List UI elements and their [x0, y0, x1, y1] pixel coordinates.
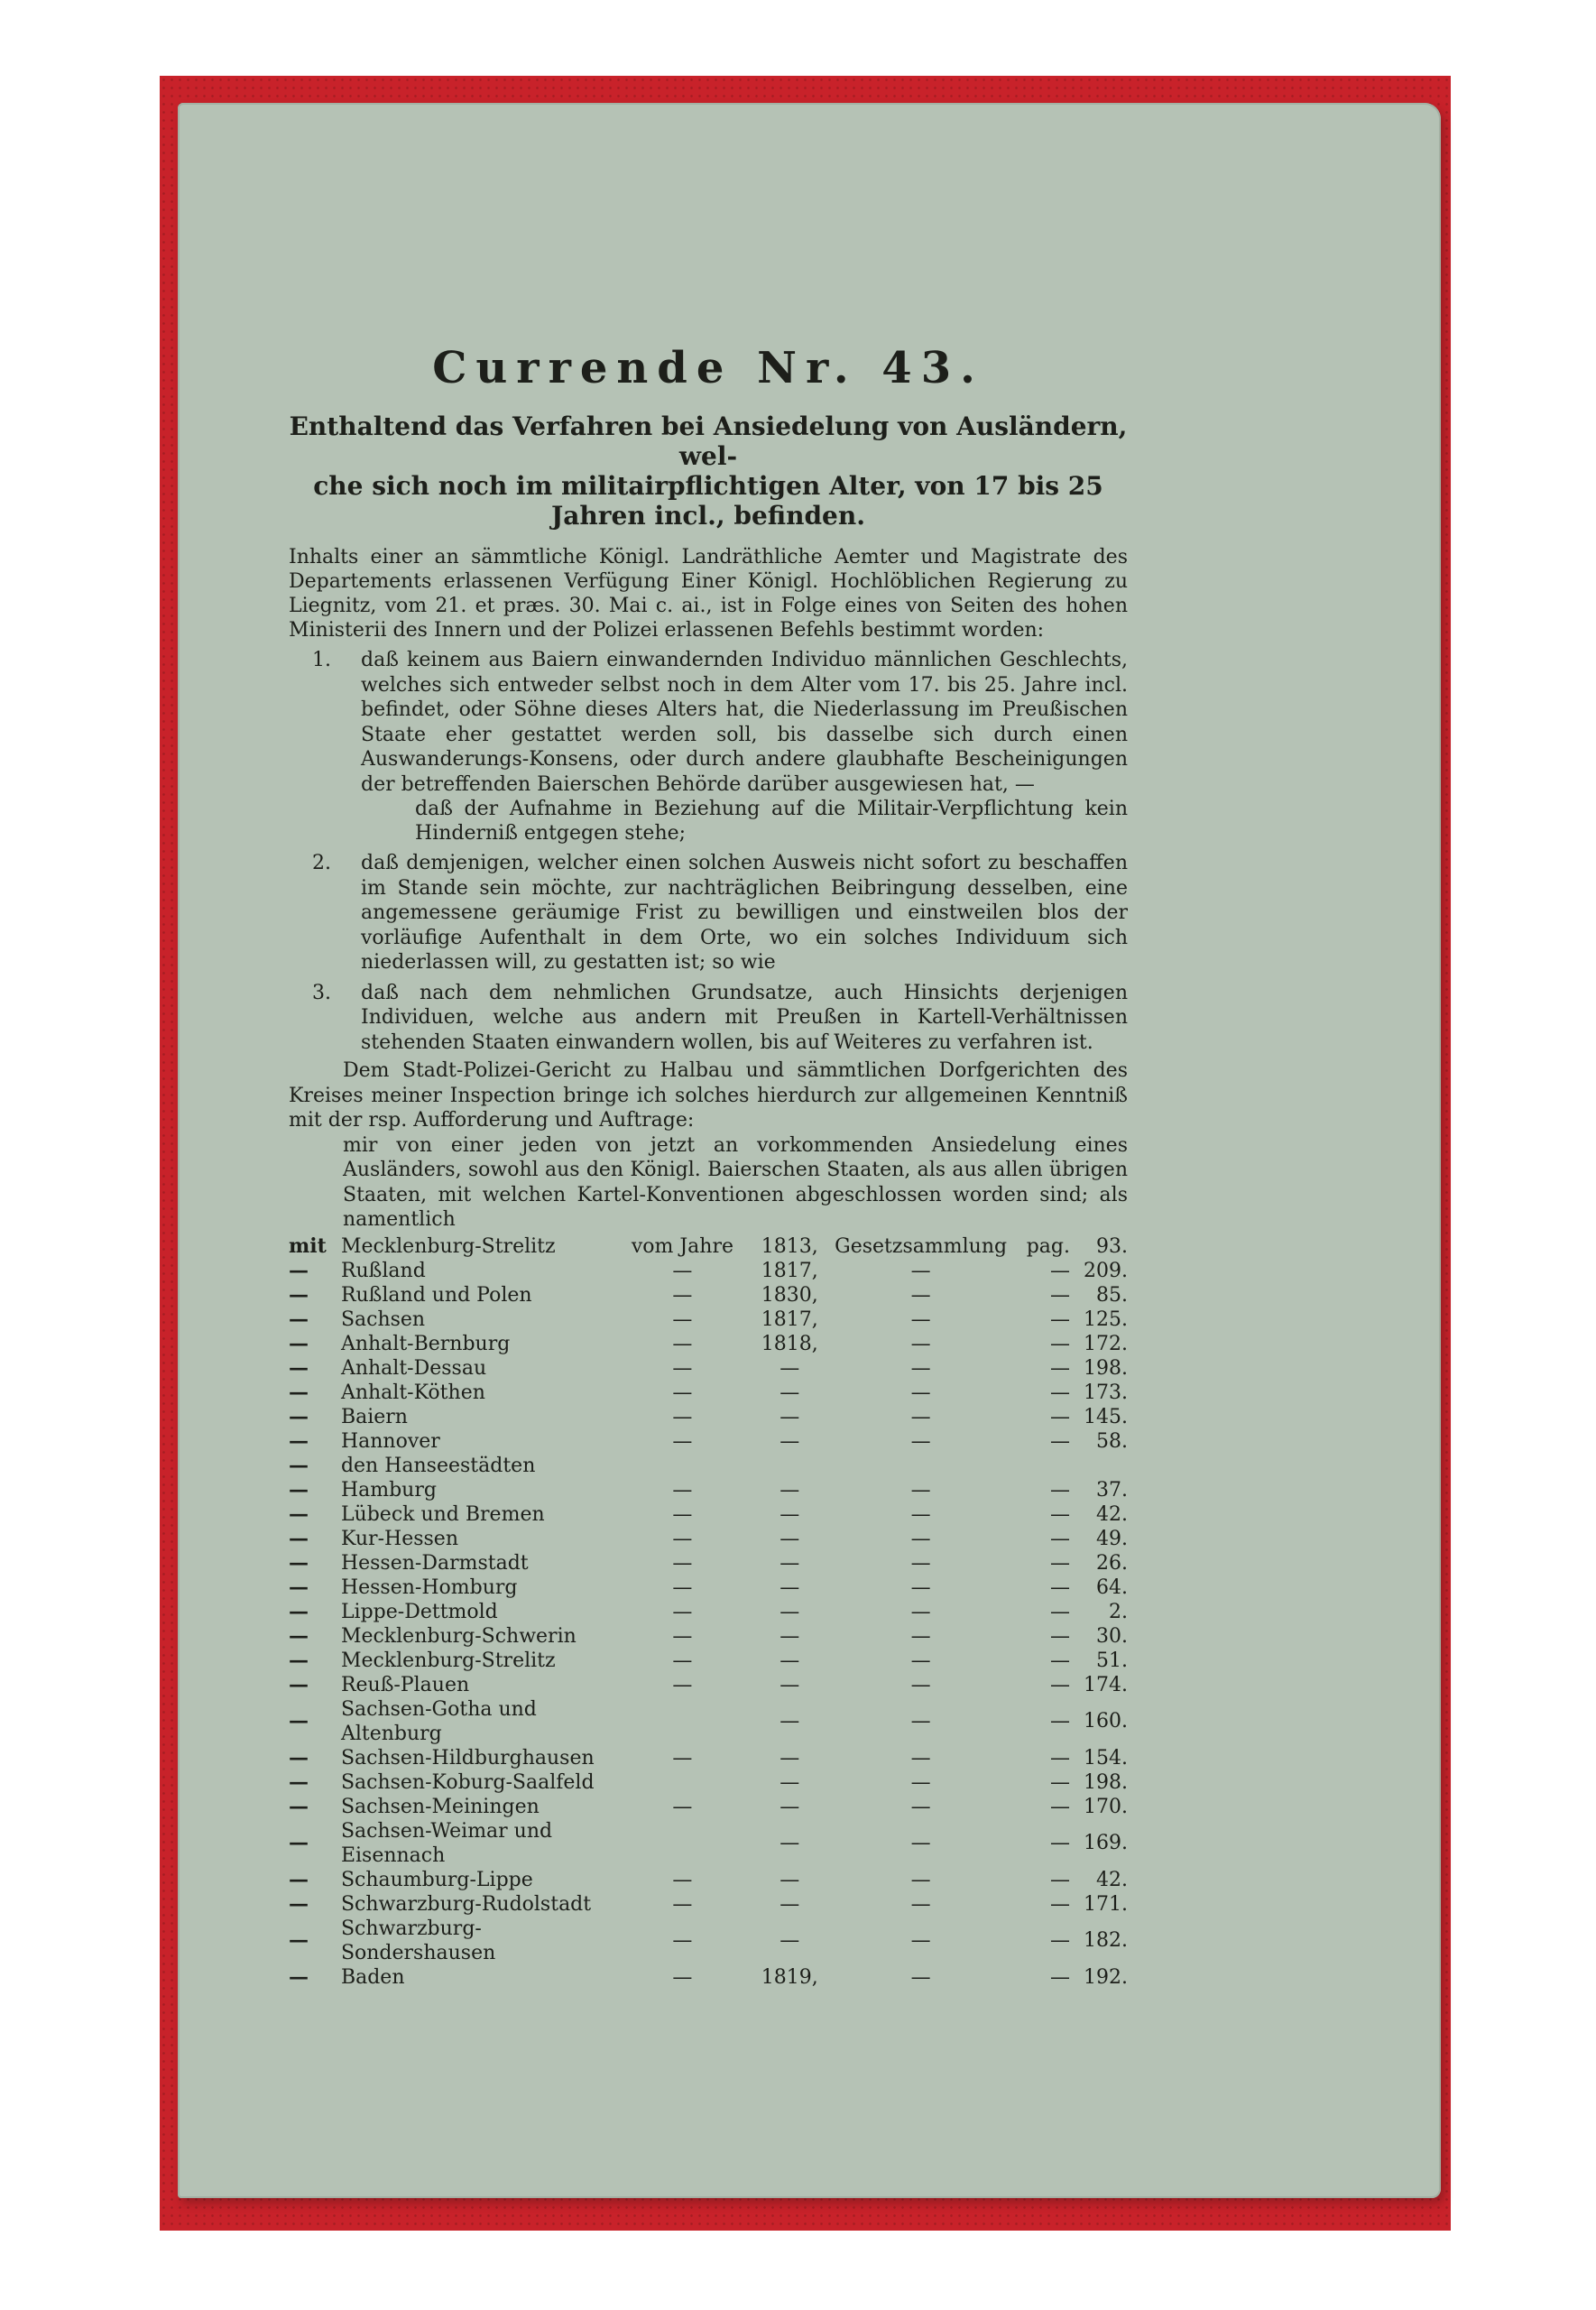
table-cell-vom: —: [672, 1551, 693, 1575]
table-cell-gs: —: [910, 1478, 931, 1502]
table-cell-page: 85.: [1096, 1283, 1128, 1307]
table-cell-pg: pag.: [1026, 1234, 1070, 1258]
table-cell-mit: —: [289, 1477, 309, 1502]
subtitle-line: Enthaltend das Verfahren bei Ansiedelung von Ausländern, wel-: [289, 411, 1128, 471]
table-cell-state: Hessen-Darmstadt: [340, 1551, 529, 1575]
table-row: [289, 1917, 1128, 1965]
table-cell-page: 51.: [1096, 1649, 1128, 1672]
table-cell-mit: —: [289, 1623, 309, 1648]
table-cell-year: —: [780, 1527, 800, 1550]
table-cell-vom: —: [672, 1965, 693, 1989]
table-cell-gs: —: [910, 1405, 931, 1428]
table-cell-pg: —: [1050, 1673, 1070, 1696]
table-cell-state: Reuß-Plauen: [340, 1673, 470, 1696]
table-row: [289, 1381, 1128, 1405]
table-cell-pg: —: [1050, 1795, 1070, 1818]
table-cell-vom: —: [672, 1405, 693, 1428]
table-cell-pg: —: [1050, 1429, 1070, 1453]
table-row: [289, 1283, 1128, 1307]
table-cell-page: 172.: [1084, 1332, 1128, 1355]
table-cell-year: —: [780, 1575, 800, 1599]
table-cell-year: —: [780, 1478, 800, 1502]
table-cell-pg: —: [1050, 1307, 1070, 1331]
table-cell-gs: —: [910, 1929, 931, 1952]
item-number: 2.: [312, 852, 331, 874]
table-cell-state: Lippe-Dettmold: [340, 1600, 498, 1623]
table-row: [289, 1819, 1128, 1868]
table-cell-page: 171.: [1084, 1892, 1128, 1916]
table-cell-gs: —: [910, 1746, 931, 1769]
table-row: [289, 1307, 1128, 1332]
table-cell-gs: —: [910, 1770, 931, 1794]
table-cell-pg: —: [1050, 1356, 1070, 1380]
law-gazette-table: [289, 1234, 1128, 1990]
table-cell-mit: —: [289, 1599, 309, 1623]
table-cell-state: Sachsen-Gotha und Altenburg: [340, 1697, 537, 1745]
table-cell-state: Sachsen: [340, 1307, 426, 1331]
table-cell-gs: —: [910, 1624, 931, 1648]
table-cell-pg: —: [1050, 1770, 1070, 1794]
table-row: [289, 1868, 1128, 1892]
table-cell-pg: —: [1050, 1283, 1070, 1307]
table-cell-state: den Hanseestädten: [340, 1454, 536, 1477]
table-cell-state: Mecklenburg-Strelitz: [340, 1234, 556, 1258]
table-cell-vom: —: [672, 1892, 693, 1916]
table-cell-year: —: [780, 1892, 800, 1916]
table-cell-state: Mecklenburg-Strelitz: [340, 1649, 556, 1672]
item-number: 3.: [312, 981, 331, 1004]
table-cell-pg: —: [1050, 1381, 1070, 1404]
table-row: [289, 1551, 1128, 1575]
table-row: [289, 1234, 1128, 1259]
table-cell-gs: —: [910, 1832, 931, 1854]
table-cell-pg: —: [1050, 1710, 1070, 1732]
table-cell-year: 1830,: [761, 1283, 818, 1307]
table-cell-year: —: [780, 1649, 800, 1672]
table-cell-state: Kur-Hessen: [340, 1527, 458, 1550]
table-cell-state: Sachsen-Weimar und Eisennach: [340, 1819, 553, 1867]
table-cell-gs: —: [910, 1965, 931, 1989]
table-cell-vom: [621, 1819, 745, 1868]
table-cell-mit: —: [289, 1794, 309, 1818]
table-cell-page: 30.: [1096, 1624, 1128, 1648]
table-cell-mit: mit: [289, 1234, 327, 1258]
table-cell-vom: —: [672, 1649, 693, 1672]
table-cell-mit: —: [289, 1745, 309, 1769]
table-cell-vom: —: [672, 1746, 693, 1769]
table-cell-state: Anhalt-Bernburg: [340, 1332, 511, 1355]
table-cell-mit: —: [289, 1550, 309, 1575]
table-cell-state: Hannover: [340, 1429, 440, 1453]
table-cell-page: 64.: [1096, 1575, 1128, 1599]
table-row: [289, 1965, 1128, 1990]
table-cell-pg: —: [1050, 1575, 1070, 1599]
table-cell-mit: —: [289, 1831, 309, 1854]
table-cell-mit: —: [289, 1575, 309, 1599]
table-cell-pg: —: [1050, 1259, 1070, 1282]
table-cell-page: 145.: [1084, 1405, 1128, 1428]
table-cell-gs: —: [910, 1283, 931, 1307]
table-cell-gs: —: [910, 1892, 931, 1916]
table-cell-year: [744, 1454, 835, 1478]
table-cell-vom: —: [672, 1283, 693, 1307]
table-cell-gs: —: [910, 1649, 931, 1672]
table-cell-vom: [621, 1454, 745, 1478]
table-cell-state: Baden: [340, 1965, 405, 1989]
table-cell-year: —: [780, 1770, 800, 1794]
table-cell-pg: —: [1050, 1832, 1070, 1854]
table-cell-year: —: [780, 1502, 800, 1526]
table-cell-vom: —: [672, 1600, 693, 1623]
table-cell-mit: —: [289, 1928, 309, 1952]
table-cell-mit: —: [289, 1380, 309, 1404]
table-cell-mit: —: [289, 1355, 309, 1380]
table-cell-vom: [621, 1697, 745, 1746]
table-cell-gs: —: [910, 1673, 931, 1696]
table-cell-gs: —: [910, 1795, 931, 1818]
table-cell-year: —: [780, 1710, 800, 1732]
table-cell-page: 169.: [1084, 1832, 1128, 1854]
table-cell-year: 1817,: [761, 1259, 818, 1282]
table-row: [289, 1795, 1128, 1819]
table-cell-year: —: [780, 1624, 800, 1648]
table-cell-pg: [1007, 1454, 1070, 1478]
table-cell-pg: —: [1050, 1624, 1070, 1648]
table-cell-gs: [835, 1454, 1007, 1478]
table-cell-year: —: [780, 1429, 800, 1453]
table-cell-state: Schwarzburg-Rudolstadt: [340, 1892, 592, 1916]
table-cell-page: 42.: [1096, 1868, 1128, 1891]
table-cell-year: —: [780, 1551, 800, 1575]
table-cell-vom: —: [672, 1502, 693, 1526]
table-cell-year: —: [780, 1356, 800, 1380]
table-row: [289, 1673, 1128, 1697]
table-cell-mit: —: [289, 1709, 309, 1732]
table-cell-gs: —: [910, 1502, 931, 1526]
table-cell-state: Sachsen-Meiningen: [340, 1795, 540, 1818]
table-cell-mit: —: [289, 1307, 309, 1331]
table-cell-page: 209.: [1084, 1259, 1128, 1282]
table-cell-mit: —: [289, 1672, 309, 1696]
table-cell-vom: —: [672, 1478, 693, 1502]
table-cell-gs: —: [910, 1307, 931, 1331]
table-cell-state: Anhalt-Köthen: [340, 1381, 485, 1404]
table-cell-mit: —: [289, 1526, 309, 1550]
item-text: daß demjenigen, welcher einen solchen Ausweis nicht sofort zu beschaffen im Stande sein möchte, zur nachträglichen Beibringung desselben, eine angemessene geräumige Frist zu bewilligen und einstweilen blos der vorläufige Aufenthalt in dem Orte, wo ein solches Individuum sich niederlassen will, zu gestatten ist; so wie: [361, 852, 1128, 974]
table-cell-gs: —: [910, 1332, 931, 1355]
table-cell-gs: —: [910, 1356, 931, 1380]
table-cell-year: —: [780, 1832, 800, 1854]
table-cell-pg: —: [1050, 1746, 1070, 1769]
table-row: [289, 1478, 1128, 1502]
table-cell-page: 42.: [1096, 1502, 1128, 1526]
table-cell-pg: —: [1050, 1649, 1070, 1672]
table-cell-pg: —: [1050, 1600, 1070, 1623]
table-cell-page: 26.: [1096, 1551, 1128, 1575]
item-number: 1.: [312, 649, 331, 671]
table-cell-vom: —: [672, 1575, 693, 1599]
subtitle-line: che sich noch im militairpflichtigen Alter, von 17 bis 25: [313, 471, 1103, 501]
document-title: Currende Nr. 43.: [432, 343, 984, 393]
table-cell-page: 170.: [1084, 1795, 1128, 1818]
table-cell-page: 173.: [1084, 1381, 1128, 1404]
table-cell-vom: —: [672, 1356, 693, 1380]
table-row: [289, 1600, 1128, 1624]
table-cell-state: Hessen-Homburg: [340, 1575, 518, 1599]
table-cell-year: —: [780, 1868, 800, 1891]
table-cell-state: Schaumburg-Lippe: [340, 1868, 533, 1891]
table-cell-page: [1070, 1454, 1128, 1478]
table-cell-year: 1818,: [761, 1332, 818, 1355]
table-cell-gs: —: [910, 1868, 931, 1891]
table-cell-page: 49.: [1096, 1527, 1128, 1550]
table-cell-state: Sachsen-Hildburghausen: [340, 1746, 595, 1769]
table-cell-state: Hamburg: [340, 1478, 437, 1502]
table-cell-year: —: [780, 1381, 800, 1404]
table-cell-vom: —: [672, 1624, 693, 1648]
table-cell-page: 192.: [1084, 1965, 1128, 1989]
table-cell-year: —: [780, 1600, 800, 1623]
table-cell-year: —: [780, 1795, 800, 1818]
table-cell-vom: —: [672, 1429, 693, 1453]
table-cell-page: 182.: [1084, 1929, 1128, 1952]
table-cell-vom: —: [672, 1795, 693, 1818]
table-cell-state: Baiern: [340, 1405, 408, 1428]
table-cell-year: 1819,: [761, 1965, 818, 1989]
table-cell-page: 198.: [1084, 1770, 1128, 1794]
table-cell-pg: —: [1050, 1405, 1070, 1428]
table-cell-pg: —: [1050, 1868, 1070, 1891]
subtitle-line: Jahren incl., befinden.: [551, 501, 865, 531]
table-cell-page: 2.: [1109, 1600, 1128, 1623]
table-cell-mit: —: [289, 1428, 309, 1453]
table-row: [289, 1770, 1128, 1795]
table-cell-page: 174.: [1084, 1673, 1128, 1696]
table-row: [289, 1332, 1128, 1356]
table-cell-vom: —: [672, 1929, 693, 1952]
table-cell-state: Rußland und Polen: [340, 1283, 532, 1307]
table-cell-mit: —: [289, 1502, 309, 1526]
table-row: [289, 1429, 1128, 1454]
table-cell-vom: vom Jahre: [631, 1234, 733, 1258]
table-cell-page: 58.: [1096, 1429, 1128, 1453]
table-row: [289, 1527, 1128, 1551]
item-text: daß nach dem nehmlichen Grundsatze, auch Hinsichts derjenigen Individuen, welche aus andern mit Preußen in Kartell-Verhältnissen stehenden Staaten einwandern wollen, bis auf Weiteres zu verfahren ist.: [361, 981, 1128, 1054]
table-cell-mit: —: [289, 1404, 309, 1428]
table-cell-pg: —: [1050, 1929, 1070, 1952]
table-cell-year: —: [780, 1929, 800, 1952]
table-cell-vom: —: [672, 1259, 693, 1282]
table-cell-mit: —: [289, 1331, 309, 1355]
table-cell-page: 198.: [1084, 1356, 1128, 1380]
table-row: [289, 1356, 1128, 1381]
table-row: [289, 1502, 1128, 1527]
table-cell-state: Lübeck und Bremen: [340, 1502, 545, 1526]
table-cell-vom: —: [672, 1527, 693, 1550]
table-row: [289, 1892, 1128, 1917]
item-subclause: daß der Aufnahme in Beziehung auf die Militair-Verpflichtung kein Hinderniß entgegen stehe;: [415, 798, 1128, 845]
closing-section: [289, 1058, 1128, 1233]
table-cell-mit: —: [289, 1282, 309, 1307]
table-cell-state: Mecklenburg-Schwerin: [340, 1624, 577, 1648]
table-cell-pg: —: [1050, 1332, 1070, 1355]
table-cell-pg: —: [1050, 1478, 1070, 1502]
table-cell-page: 125.: [1084, 1307, 1128, 1331]
table-cell-year: 1813,: [761, 1234, 818, 1258]
table-cell-page: 160.: [1084, 1710, 1128, 1732]
table-cell-state: Rußland: [340, 1259, 426, 1282]
intro-paragraph: Inhalts einer an sämmtliche Königl. Landräthliche Aemter und Magistrate des Departements erlassenen Verfügung Einer Königl. Hochlöblichen Regierung zu Liegnitz, vom 21. et præs. 30. Mai c. ai., ist in Folge eines von Seiten des hohen Ministerii des Innern und der Polizei erlassenen Befehls bestimmt worden:: [289, 546, 1128, 642]
table-cell-gs: —: [910, 1575, 931, 1599]
table-cell-pg: —: [1050, 1965, 1070, 1989]
table-row: [289, 1575, 1128, 1600]
table-cell-state: Sachsen-Koburg-Saalfeld: [340, 1770, 595, 1794]
table-cell-vom: [621, 1770, 745, 1795]
table-cell-state: Schwarzburg-Sondershausen: [340, 1917, 496, 1964]
table-cell-mit: —: [289, 1648, 309, 1672]
table-cell-mit: —: [289, 1453, 309, 1477]
list-item: [312, 981, 1128, 1056]
table-cell-gs: —: [910, 1600, 931, 1623]
list-item: [312, 648, 1128, 845]
table-cell-vom: —: [672, 1332, 693, 1355]
table-cell-vom: —: [672, 1307, 693, 1331]
table-row: [289, 1697, 1128, 1746]
table-cell-mit: —: [289, 1891, 309, 1916]
table-row: [289, 1405, 1128, 1429]
document-subtitle: [289, 411, 1128, 531]
table-cell-gs: —: [910, 1527, 931, 1550]
table-cell-mit: —: [289, 1769, 309, 1794]
table-cell-gs: —: [910, 1429, 931, 1453]
table-row: [289, 1454, 1128, 1478]
table-cell-pg: —: [1050, 1551, 1070, 1575]
table-row: [289, 1259, 1128, 1283]
table-cell-page: 93.: [1096, 1234, 1128, 1258]
table-cell-gs: —: [910, 1551, 931, 1575]
table-cell-vom: —: [672, 1868, 693, 1891]
table-cell-page: 154.: [1084, 1746, 1128, 1769]
table-cell-year: —: [780, 1746, 800, 1769]
table-row: [289, 1649, 1128, 1673]
table-row: [289, 1624, 1128, 1649]
table-cell-pg: —: [1050, 1892, 1070, 1916]
table-cell-pg: —: [1050, 1527, 1070, 1550]
document-page: [289, 343, 1128, 1990]
table-cell-year: —: [780, 1673, 800, 1696]
table-cell-vom: —: [672, 1673, 693, 1696]
table-cell-gs: —: [910, 1381, 931, 1404]
table-cell-gs: —: [910, 1259, 931, 1282]
table-cell-state: Anhalt-Dessau: [340, 1356, 487, 1380]
table-row: [289, 1746, 1128, 1770]
table-cell-pg: —: [1050, 1502, 1070, 1526]
item-text: daß keinem aus Baiern einwandernden Individuo männlichen Geschlechts, welches sich entweder selbst noch in dem Alter vom 17. bis 25. Jahre incl. befindet, oder Söhne dieses Alters hat, die Niederlassung im Preußischen Staate eher gestattet werden soll, bis dasselbe sich durch einen Auswanderungs-Konsens, oder durch andere glaubhafte Bescheinigungen der betreffenden Baierschen Behörde darüber ausgewiesen hat, —: [361, 649, 1128, 796]
table-cell-mit: —: [289, 1867, 309, 1891]
table-cell-vom: —: [672, 1381, 693, 1404]
table-cell-gs: —: [910, 1710, 931, 1732]
table-cell-page: 37.: [1096, 1478, 1128, 1502]
table-cell-year: —: [780, 1405, 800, 1428]
table-cell-year: 1817,: [761, 1307, 818, 1331]
closing-request: mir von einer jeden von jetzt an vorkommenden Ansiedelung eines Ausländers, sowohl aus den Königl. Baierschen Staaten, als aus allen übrigen Staaten, mit welchen Kartel-Konventionen abgeschlossen worden sind; als namentlich: [343, 1133, 1128, 1231]
table-cell-gs: Gesetzsammlung: [835, 1234, 1008, 1258]
list-item: [312, 851, 1128, 975]
closing-paragraph: Dem Stadt-Polizei-Gericht zu Halbau und sämmtlichen Dorfgerichten des Kreises meiner Inspection bringe ich solches hierdurch zur allgemeinen Kenntniß mit der rsp. Aufforderung und Auftrage:: [289, 1059, 1128, 1132]
table-cell-mit: —: [289, 1258, 309, 1282]
table-cell-mit: —: [289, 1964, 309, 1989]
